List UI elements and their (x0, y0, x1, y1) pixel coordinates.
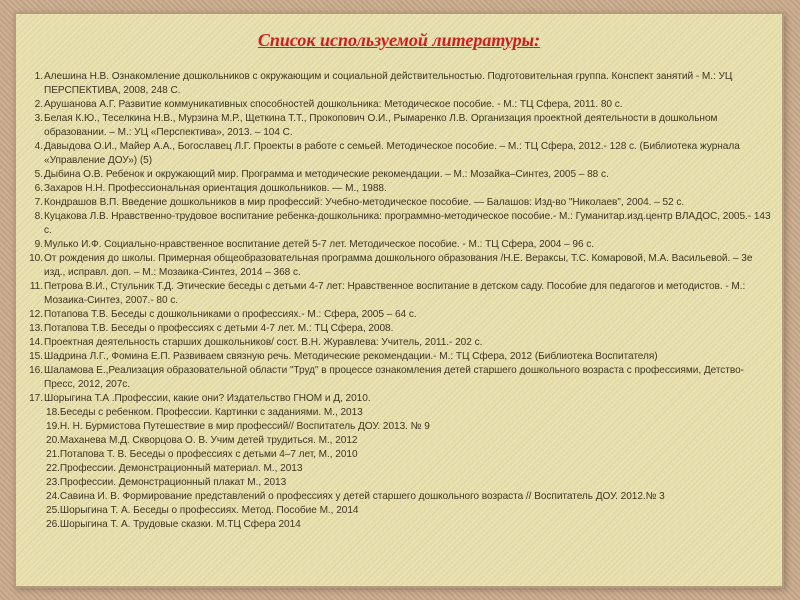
reference-text: Алешина Н.В. Ознакомление дошкольников с окружающим и социальной действительностью. Подготовительная группа. Конспект занятий - М.: УЦ ПЕРСПЕКТИВА, 2008, 248 С. (44, 71, 733, 96)
reference-text: Петрова В.И., Стульник Т.Д. Этические беседы с детьми 4-7 лет: Нравственное воспитание в детском саду. Пособие для педагогов и методистов. - М.: Мозаика-Синтез, 2007.- 80 с. (44, 281, 746, 306)
reference-text: Белая К.Ю., Теселкина Н.В., Мурзина М.Р., Щеткина Т.Т., Прокопович О.И., Рымаренко Л.В. Организация проектной деятельности в дошкольном образовании. – М.: УЦ «Перспектива», 2013. – 104 С. (44, 113, 718, 138)
reference-text: Кондрашов В.П. Введение дошкольников в мир профессий: Учебно-методическое пособие. — Балашов: Изд-во "Николаев", 2004. – 52 с. (44, 197, 685, 208)
reference-text: Захаров Н.Н. Профессиональная ориентация дошкольников. — М., 1988. (44, 183, 387, 194)
reference-text: Савина И. В. Формирование представлений о профессиях у детей старшего дошкольного возраста // Воспитатель ДОУ. 2012.№ 3 (59, 491, 665, 502)
reference-number: 15. (29, 351, 43, 362)
reference-number: 2. (34, 99, 43, 110)
reference-item (28, 406, 776, 420)
reference-number: 22. (46, 463, 60, 474)
reference-text: Шорыгина Т.А .Профессии, какие они? Издательство ГНОМ и Д, 2010. (44, 393, 371, 404)
reference-text: Потапова Т.В. Беседы о профессиях с детьми 4-7 лет. М.: ТЦ Сфера, 2008. (44, 323, 394, 334)
slide-title: Список используемой литературы: (257, 30, 541, 50)
reference-item (28, 308, 776, 322)
reference-item (28, 210, 776, 238)
reference-number: 19. (46, 421, 60, 432)
reference-number: 25. (46, 505, 60, 516)
reference-text: Проектная деятельность старших дошкольников/ сост. В.Н. Журавлева: Учитель, 2011.- 202 с. (44, 337, 483, 348)
reference-item (28, 392, 776, 406)
slide-panel (14, 12, 784, 588)
reference-item (28, 112, 776, 140)
reference-text: Арушанова А.Г. Развитие коммуникативных способностей дошкольника: Методическое пособие. - М.: ТЦ Сфера, 2011. 80 с. (44, 99, 623, 110)
reference-number: 12. (29, 309, 43, 320)
reference-number: 24. (46, 491, 60, 502)
reference-item (28, 504, 776, 518)
reference-number: 4. (34, 141, 43, 152)
reference-text: Н. Н. Бурмистова Путешествие в мир профессий// Воспитатель ДОУ. 2013. № 9 (59, 421, 430, 432)
reference-text: Куцакова Л.В. Нравственно-трудовое воспитание ребенка-дошкольника: программно-методическое пособие.- М.: Гуманитар.изд.центр ВЛАДОС, 2005.- 143 с. (44, 211, 771, 236)
reference-number: 18. (46, 407, 60, 418)
reference-number: 7. (34, 197, 43, 208)
reference-number: 10. (29, 253, 43, 264)
reference-text: Шорыгина Т. А. Трудовые сказки. М.ТЦ Сфера 2014 (59, 519, 301, 530)
reference-text: Дыбина О.В. Ребенок и окружающий мир. Программа и методические рекомендации. – М.: Мозайка–Синтез, 2005 – 88 с. (44, 169, 609, 180)
reference-text: Профессии. Демонстрационный материал. М., 2013 (59, 463, 303, 474)
reference-text: Шаламова Е.,Реализация образовательной области "Труд" в процессе ознакомления детей старшего дошкольного возраста с профессиями, Детство- Пресс, 2012, 207с. (44, 365, 744, 390)
reference-number: 1. (34, 71, 43, 82)
reference-item (28, 196, 776, 210)
reference-text: Шорыгина Т. А. Беседы о профессиях. Метод. Пособие М., 2014 (59, 505, 359, 516)
reference-text: Маханева М.Д. Скворцова О. В. Учим детей трудиться. М., 2012 (59, 435, 358, 446)
reference-number: 11. (29, 281, 43, 292)
reference-number: 16. (29, 365, 43, 376)
reference-item (28, 490, 776, 504)
reference-text: Профессии. Демонстрационный плакат М., 2013 (59, 477, 287, 488)
reference-item (28, 420, 776, 434)
reference-item (28, 322, 776, 336)
reference-number: 17. (29, 393, 43, 404)
reference-item (28, 182, 776, 196)
reference-item (28, 350, 776, 364)
reference-text: Беседы с ребенком. Профессии. Картинки с заданиями. М., 2013 (59, 407, 363, 418)
reference-text: Потапова Т.В. Беседы с дошкольниками о профессиях.- М.: Сфера, 2005 – 64 с. (44, 309, 417, 320)
reference-number: 20. (46, 435, 60, 446)
reference-item (28, 448, 776, 462)
reference-item (28, 140, 776, 168)
reference-number: 13. (29, 323, 43, 334)
reference-item (28, 476, 776, 490)
reference-number: 26. (46, 519, 60, 530)
reference-item (28, 336, 776, 350)
reference-number: 14. (29, 337, 43, 348)
reference-item (28, 462, 776, 476)
reference-item (28, 98, 776, 112)
reference-text: Мулько И.Ф. Социально-нравственное воспитание детей 5-7 лет. Методическое пособие. - М.: ТЦ Сфера, 2004 – 96 с. (44, 239, 595, 250)
reference-item (28, 364, 776, 392)
reference-number: 5. (34, 169, 43, 180)
reference-text: Шадрина Л.Г., Фомина Е.П. Развиваем связную речь. Методические рекомендации.- М.: ТЦ Сфера, 2012 (Библиотека Воспитателя) (44, 351, 658, 362)
reference-number: 23. (46, 477, 60, 488)
reference-text: От рождения до школы. Примерная общеобразовательная программа дошкольного образования /Н.Е. Вераксы, Т.С. Комаровой, М.А. Васильевой. – 3е изд., исправл. доп. – М.: Мозаика-Синтез, 2014 – 368 с. (44, 253, 753, 278)
reference-number: 8. (34, 211, 43, 222)
reference-number: 9. (34, 239, 43, 250)
reference-item (28, 252, 776, 280)
reference-item (28, 168, 776, 182)
reference-item (28, 70, 776, 98)
reference-list (28, 70, 776, 532)
reference-item (28, 434, 776, 448)
reference-number: 3. (34, 113, 43, 124)
reference-number: 6. (34, 183, 43, 194)
reference-number: 21. (46, 449, 60, 460)
reference-item (28, 280, 776, 308)
reference-item (28, 238, 776, 252)
reference-text: Потапова Т. В. Беседы о профессиях с детьми 4–7 лет, М., 2010 (59, 449, 358, 460)
reference-item (28, 518, 776, 532)
reference-text: Давыдова О.И., Майер А.А., Богославец Л.Г. Проекты в работе с семьей. Методическое пособие. – М.: ТЦ Сфера, 2012.- 128 с. (Библиотека журнала «Управление ДОУ») (5) (44, 141, 740, 166)
